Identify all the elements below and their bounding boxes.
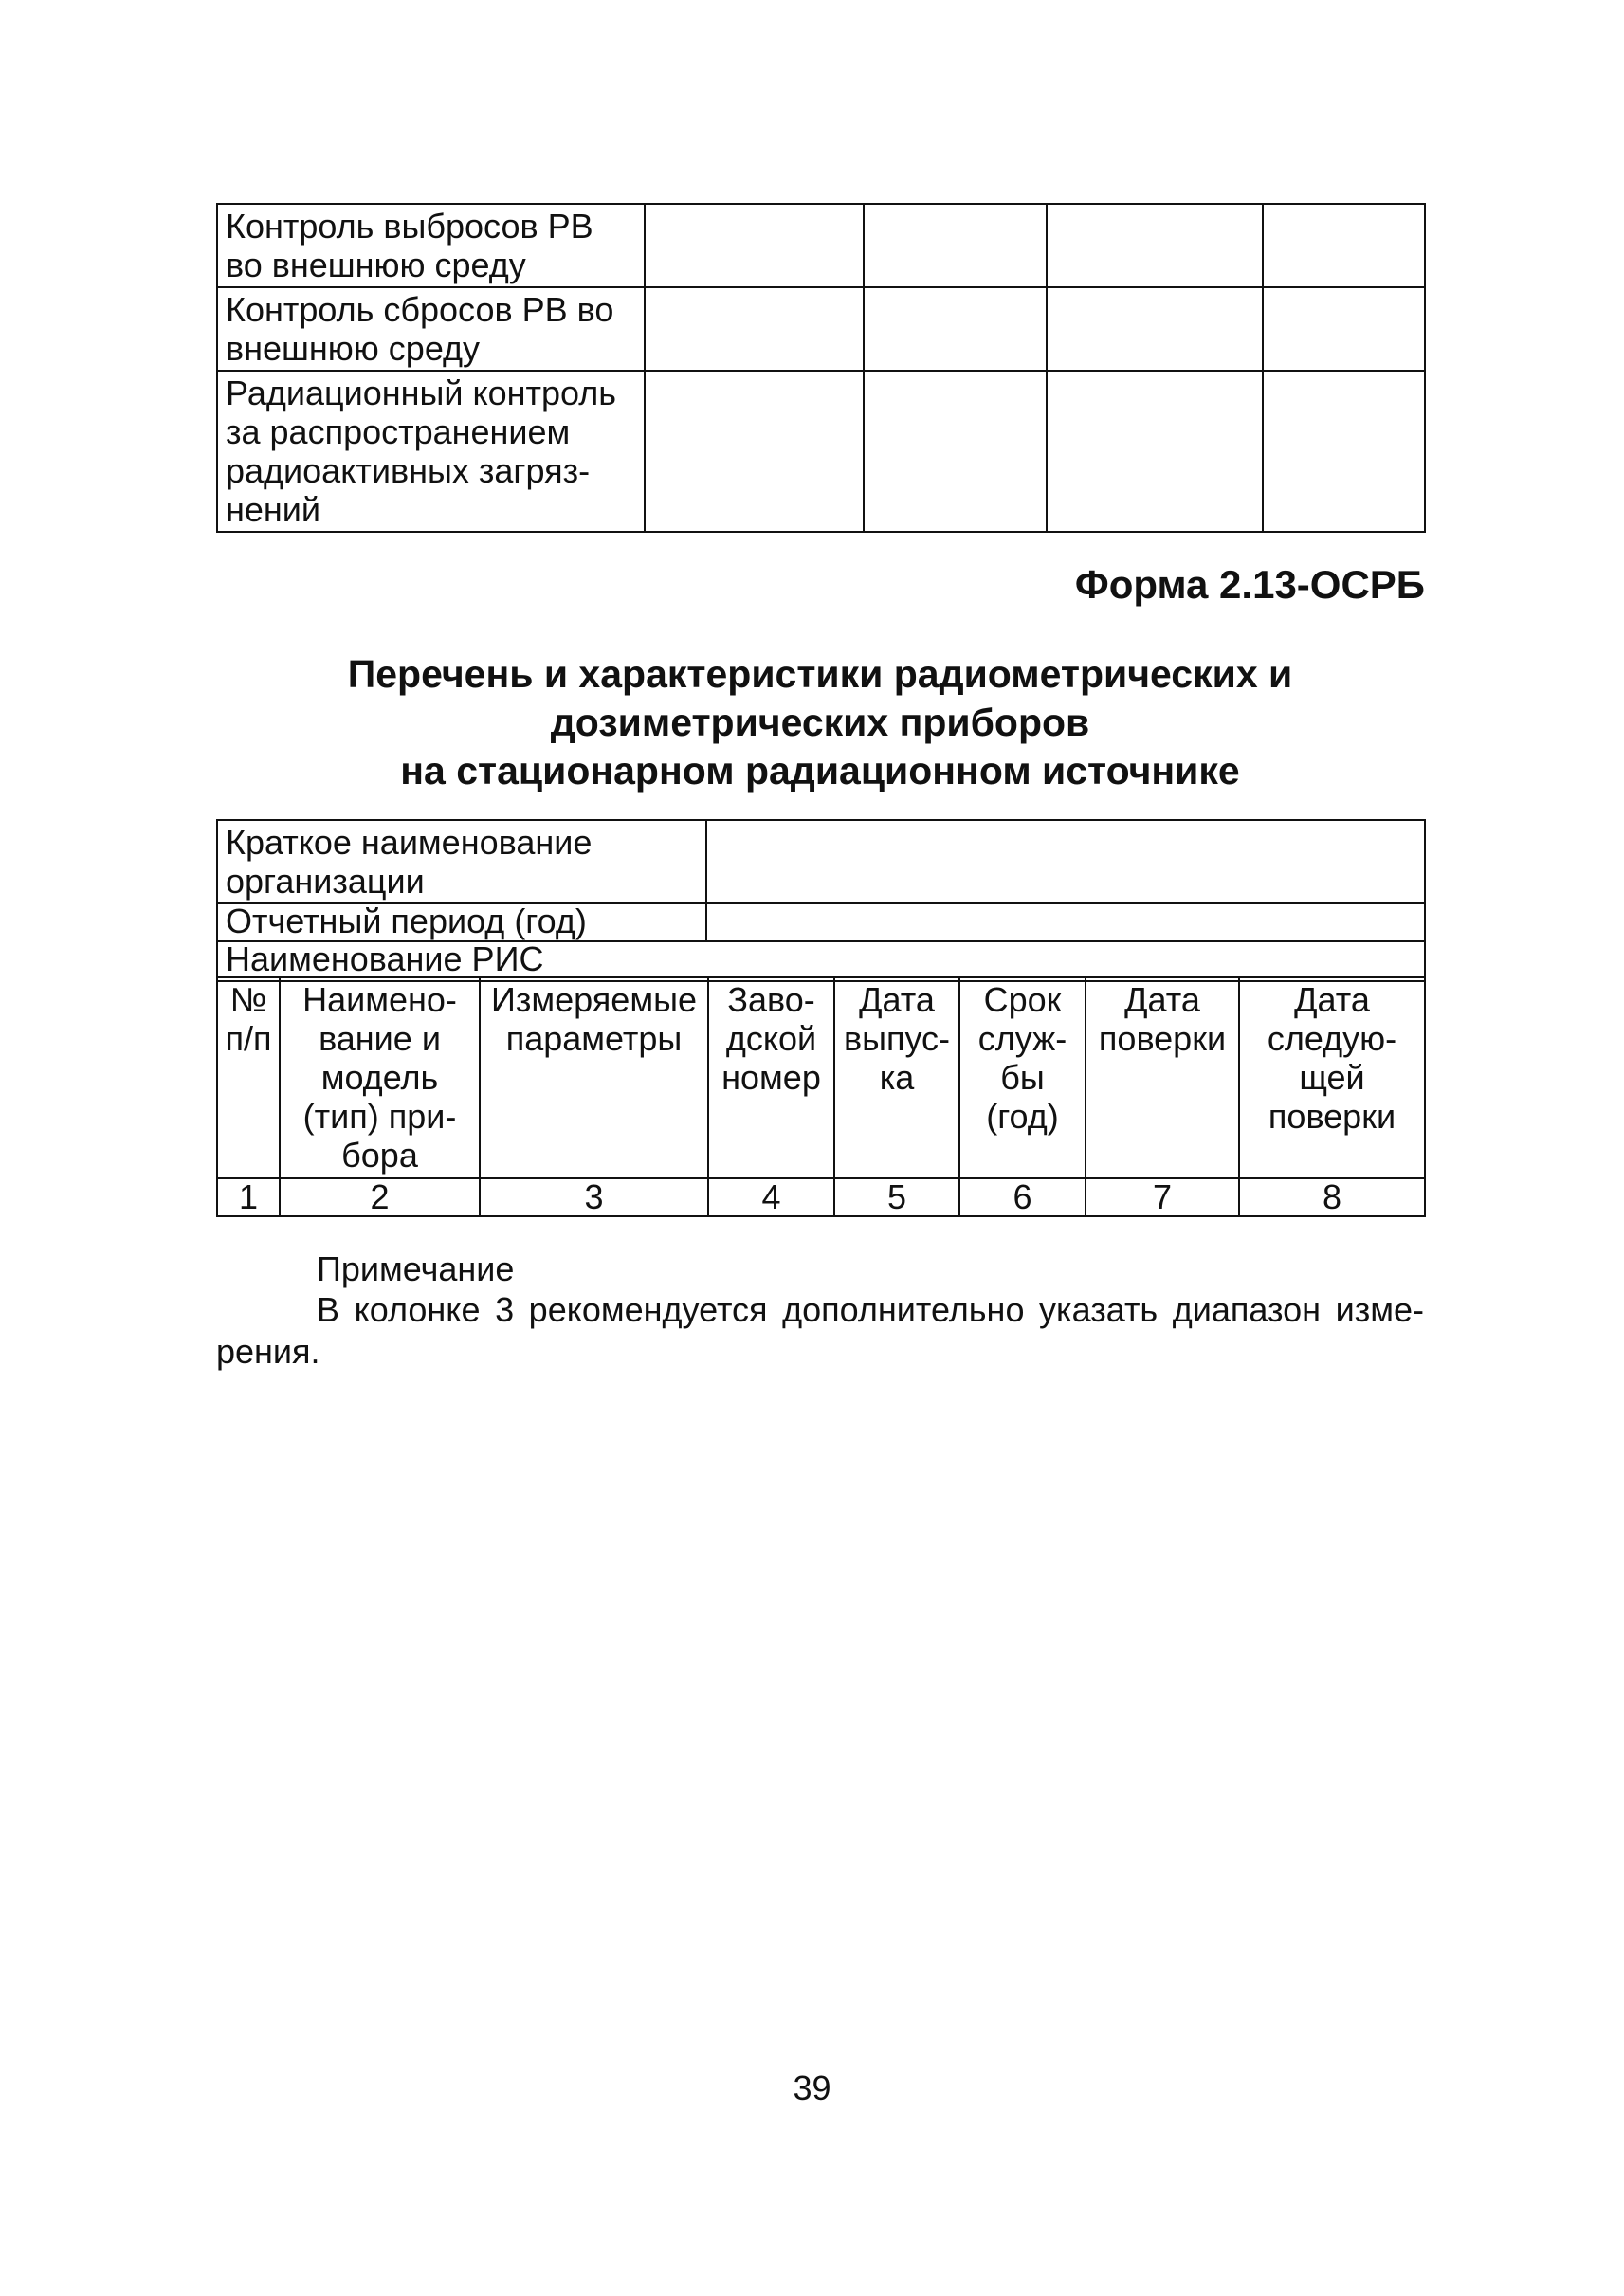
column-number-text: 8	[1322, 1177, 1342, 1216]
column-number	[280, 1178, 480, 1216]
column-header: Наимено- вание и модель (тип) при- бора	[302, 980, 457, 1175]
note-title: Примечание	[317, 1249, 515, 1288]
column-number	[217, 1178, 280, 1216]
empty-cell	[1047, 371, 1263, 532]
header-cell	[959, 977, 1086, 1178]
column-number-text: 4	[761, 1177, 781, 1216]
document-title: Перечень и характеристики радиометрических и дозиметрических приборов на стационарном радиационном источнике	[347, 652, 1293, 793]
header-cell	[480, 977, 708, 1178]
table-cell	[217, 287, 645, 371]
empty-cell	[1263, 371, 1425, 532]
column-number	[1239, 1178, 1425, 1216]
header-cell	[1239, 977, 1425, 1178]
row-label: Радиационный контроль за распространением радиоактивных загряз- нений	[226, 374, 617, 529]
header-cell	[217, 977, 280, 1178]
table-row	[217, 287, 1425, 371]
org-name-label: Краткое наименование организации	[226, 823, 593, 901]
column-header: № п/п	[225, 980, 272, 1058]
header-cell	[280, 977, 480, 1178]
table-row	[217, 941, 1425, 981]
column-number	[1086, 1178, 1239, 1216]
period-label: Отчетный период (год)	[226, 902, 587, 940]
table-cell	[217, 820, 706, 903]
empty-cell	[645, 287, 864, 371]
empty-cell	[1263, 204, 1425, 287]
table-cell	[217, 941, 1425, 981]
form-label: Форма 2.13-ОСРБ	[1074, 562, 1425, 607]
column-number-text: 3	[584, 1177, 604, 1216]
column-number	[480, 1178, 708, 1216]
page-number: 39	[793, 2068, 831, 2107]
column-number	[834, 1178, 959, 1216]
organization-info-table	[216, 819, 1426, 982]
table-row	[217, 204, 1425, 287]
column-number-text: 7	[1152, 1177, 1173, 1216]
column-header: Срок служ- бы (год)	[977, 980, 1067, 1136]
header-cell	[1086, 977, 1239, 1178]
empty-cell	[645, 371, 864, 532]
empty-cell	[864, 371, 1047, 532]
column-number-text: 6	[1013, 1177, 1032, 1216]
empty-cell	[1047, 287, 1263, 371]
column-header: Заво- дской номер	[721, 980, 821, 1097]
ris-name-label: Наименование РИС	[226, 939, 544, 978]
column-number-text: 1	[238, 1177, 259, 1216]
table-row	[217, 903, 1425, 941]
table-header-row	[217, 977, 1425, 1178]
column-number	[959, 1178, 1086, 1216]
column-header: Дата выпус- ка	[843, 980, 951, 1097]
column-number-text: 2	[370, 1177, 390, 1216]
table-cell	[217, 371, 645, 532]
column-header: Дата поверки	[1098, 980, 1227, 1058]
column-number-row	[217, 1178, 1425, 1216]
table-cell	[217, 903, 706, 941]
org-name-value[interactable]	[706, 820, 1425, 903]
table-cell	[217, 204, 645, 287]
table-row	[217, 820, 1425, 903]
note-text: В колонке 3 рекомендуется дополнительно указать диапазон изме-рения.	[216, 1290, 1424, 1371]
column-number	[708, 1178, 834, 1216]
empty-cell	[645, 204, 864, 287]
empty-cell	[864, 287, 1047, 371]
table-row	[217, 371, 1425, 532]
radiation-control-table	[216, 203, 1426, 533]
instruments-table	[216, 976, 1426, 1217]
empty-cell	[864, 204, 1047, 287]
row-label: Контроль выбросов РВ во внешнюю среду	[226, 207, 593, 284]
header-cell	[708, 977, 834, 1178]
column-number-text: 5	[886, 1177, 907, 1216]
row-label: Контроль сбросов РВ во внешнюю среду	[226, 290, 614, 368]
period-value[interactable]	[706, 903, 1425, 941]
column-header: Измеряемые параметры	[491, 980, 697, 1058]
column-header: Дата следую- щей поверки	[1267, 980, 1397, 1136]
empty-cell	[1047, 204, 1263, 287]
header-cell	[834, 977, 959, 1178]
empty-cell	[1263, 287, 1425, 371]
